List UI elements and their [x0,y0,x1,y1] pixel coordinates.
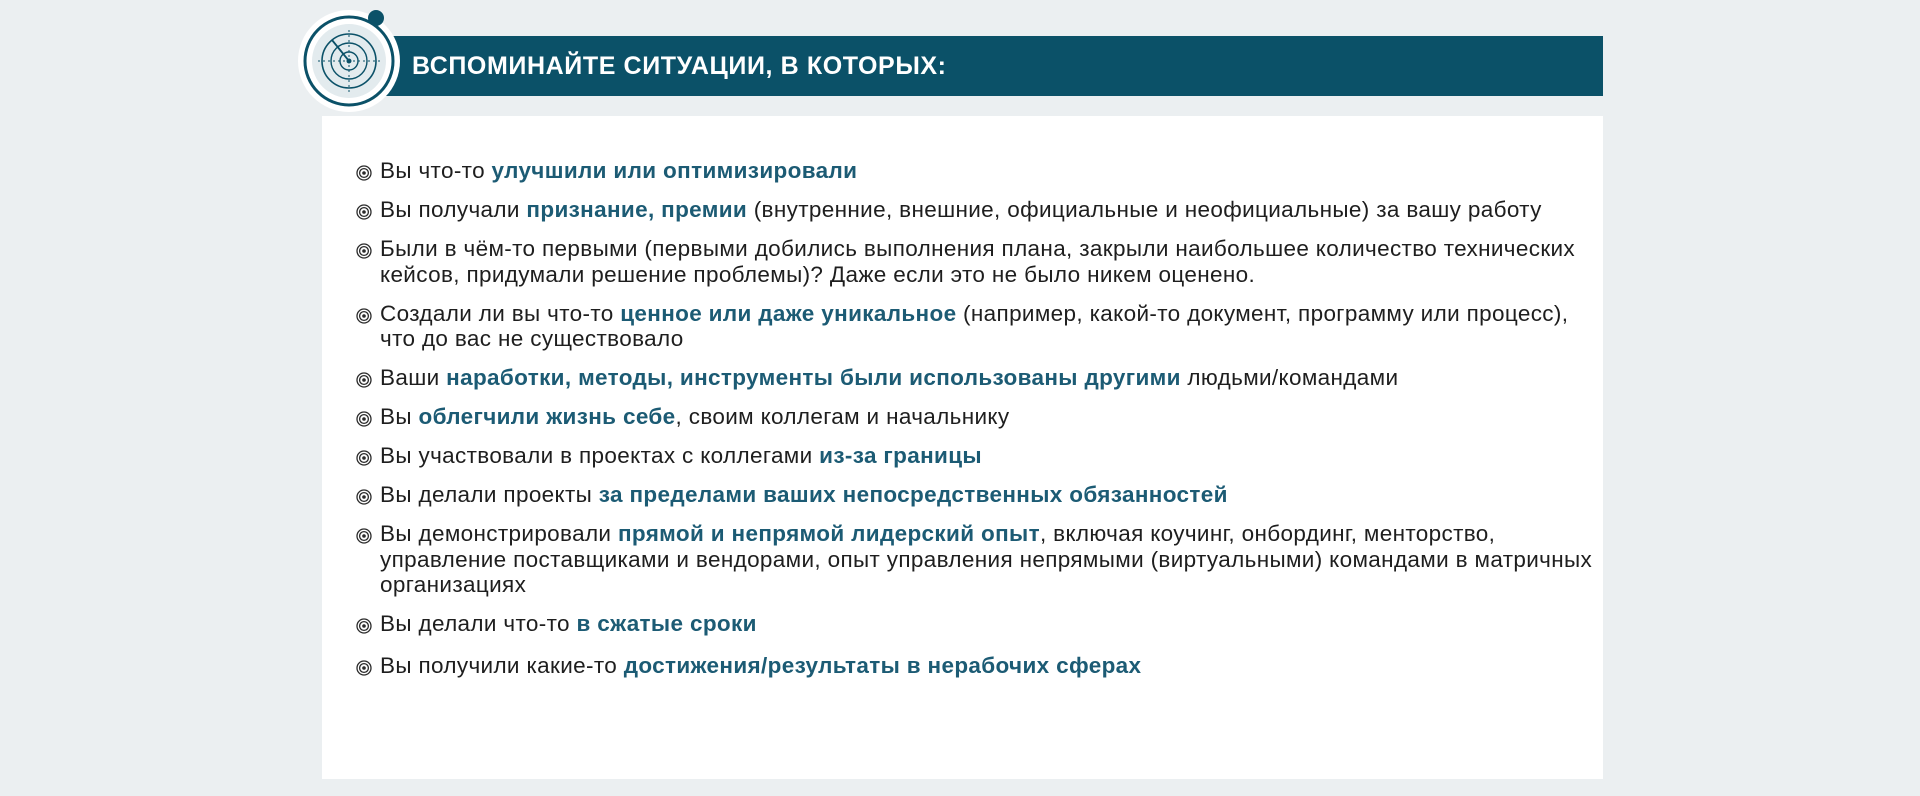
situations-list [356,158,1596,678]
item-text: Вы получили какие-то [380,652,624,678]
concentric-circle-bullet-icon [356,489,372,505]
highlighted-text: за пределами ваших непосредственных обязанностей [598,482,1228,507]
item-text: Ваши [380,365,447,390]
list-item [356,443,1596,469]
highlighted-text: улучшили или оптимизировали [491,158,858,183]
concentric-circle-bullet-icon [356,372,372,388]
list-item [356,301,1596,352]
list-item [356,482,1596,508]
item-text: Были в чём-то первыми (первыми добились выполнения плана, закрыли наибольшее количество технических кейсов, придумали решение проблемы)? Даже если это не было никем оценено. [380,236,1576,287]
radar-target-icon [296,8,402,114]
item-text: Вы получали [380,197,527,222]
highlighted-text: облегчили жизнь себе [418,404,676,429]
highlighted-text: признание, премии [526,197,748,222]
item-text: , включая коучинг, онбординг, менторство, управление поставщиками и вендорами, опыт управления непрямыми (виртуальными) командами в матричных организациях [380,521,1593,597]
item-text: Вы делали проекты [380,482,599,507]
item-text: людьми/командами [1180,365,1399,390]
concentric-circle-bullet-icon [356,204,372,220]
page-title: ВСПОМИНАЙТЕ СИТУАЦИИ, В КОТОРЫХ: [412,52,947,80]
concentric-circle-bullet-icon [356,618,372,634]
item-text: Вы что-то [380,158,492,183]
list-item [356,365,1596,391]
item-text: Вы демонстрировали [380,521,618,546]
item-text: , своим коллегам и начальнику [675,404,1010,429]
highlighted-text: из-за границы [819,443,982,468]
concentric-circle-bullet-icon [356,450,372,466]
item-text: Вы участвовали в проектах с коллегами [380,443,820,468]
item-text: Вы [380,404,419,429]
highlighted-text: ценное или даже уникальное [620,300,957,326]
header-bar [350,36,1603,96]
list-item [356,158,1596,184]
concentric-circle-bullet-icon [356,660,372,676]
list-item [356,611,1596,637]
list-item [356,404,1596,430]
concentric-circle-bullet-icon [356,165,372,181]
concentric-circle-bullet-icon [356,528,372,544]
concentric-circle-bullet-icon [356,308,372,324]
concentric-circle-bullet-icon [356,411,372,427]
item-text: Вы делали что-то [380,611,577,636]
highlighted-text: достижения/результаты в нерабочих сферах [623,652,1142,678]
list-item [356,521,1596,598]
highlighted-text: прямой и непрямой лидерский опыт [617,521,1040,546]
item-text: (внутренние, внешние, официальные и неофициальные) за вашу работу [747,197,1542,222]
list-item [356,653,1596,679]
content-card [322,116,1603,779]
list-item [356,197,1596,223]
highlighted-text: наработки, методы, инструменты были использованы другими [446,365,1181,390]
item-text: Создали ли вы что-то [380,300,621,326]
list-item [356,236,1596,287]
highlighted-text: в сжатые сроки [576,611,757,636]
item-text: (например, какой-то документ, программу или процесс), что до вас не существовало [380,300,1569,351]
concentric-circle-bullet-icon [356,243,372,259]
